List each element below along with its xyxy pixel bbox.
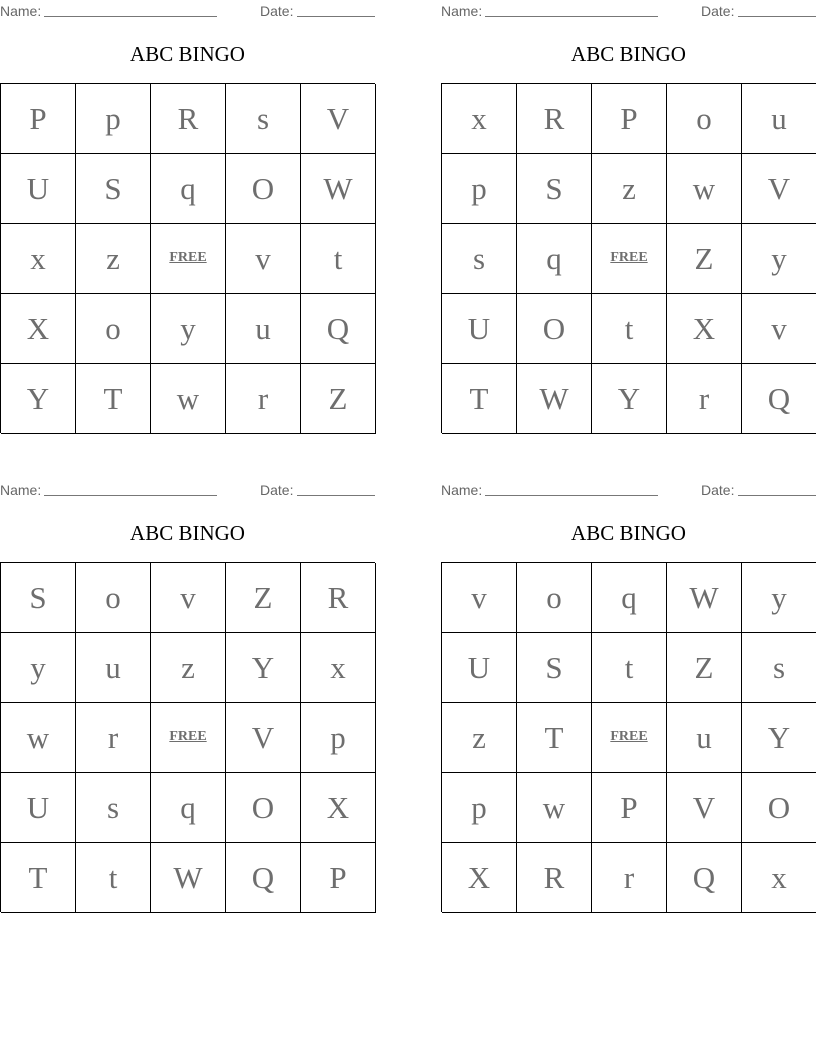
- bingo-grid: [441, 83, 816, 433]
- bingo-cell[interactable]: U: [1, 773, 76, 843]
- bingo-cell[interactable]: u: [226, 294, 301, 364]
- bingo-cell[interactable]: W: [151, 843, 226, 913]
- bingo-cell[interactable]: x: [1, 224, 76, 294]
- bingo-cell[interactable]: X: [442, 843, 517, 913]
- name-label: Name:: [441, 482, 483, 498]
- bingo-cell[interactable]: S: [517, 154, 592, 224]
- bingo-cell[interactable]: o: [76, 294, 151, 364]
- bingo-cell[interactable]: y: [742, 563, 816, 633]
- bingo-cell[interactable]: v: [742, 294, 816, 364]
- bingo-cell[interactable]: T: [517, 703, 592, 773]
- bingo-cell[interactable]: O: [226, 773, 301, 843]
- card-title: ABC BINGO: [571, 521, 686, 545]
- bingo-cell[interactable]: S: [517, 633, 592, 703]
- free-space-cell[interactable]: FREE: [592, 703, 667, 773]
- bingo-cell[interactable]: P: [1, 84, 76, 154]
- bingo-cell[interactable]: v: [442, 563, 517, 633]
- bingo-cell[interactable]: s: [226, 84, 301, 154]
- bingo-cell[interactable]: X: [667, 294, 742, 364]
- bingo-cell[interactable]: o: [517, 563, 592, 633]
- bingo-cell[interactable]: T: [1, 843, 76, 913]
- bingo-cell[interactable]: U: [442, 294, 517, 364]
- bingo-cell[interactable]: S: [76, 154, 151, 224]
- bingo-cell[interactable]: p: [76, 84, 151, 154]
- bingo-cell[interactable]: r: [592, 843, 667, 913]
- name-label: Name:: [0, 3, 42, 19]
- bingo-cell[interactable]: t: [301, 224, 376, 294]
- bingo-cell[interactable]: R: [301, 563, 376, 633]
- bingo-grid: [441, 562, 816, 912]
- bingo-cell[interactable]: Q: [226, 843, 301, 913]
- name-blank-line[interactable]: [485, 495, 658, 496]
- bingo-cell[interactable]: x: [742, 843, 816, 913]
- bingo-cell[interactable]: u: [742, 84, 816, 154]
- bingo-grid: [0, 562, 375, 912]
- bingo-cell[interactable]: w: [1, 703, 76, 773]
- bingo-cell[interactable]: r: [667, 364, 742, 434]
- free-space-cell[interactable]: FREE: [151, 224, 226, 294]
- bingo-cell[interactable]: u: [667, 703, 742, 773]
- bingo-cell[interactable]: Q: [742, 364, 816, 434]
- bingo-cell[interactable]: p: [442, 773, 517, 843]
- free-space-cell[interactable]: FREE: [151, 703, 226, 773]
- bingo-cell[interactable]: t: [592, 294, 667, 364]
- bingo-cell[interactable]: O: [742, 773, 816, 843]
- date-blank-line[interactable]: [738, 495, 816, 496]
- bingo-cell[interactable]: P: [592, 84, 667, 154]
- bingo-cell[interactable]: s: [76, 773, 151, 843]
- bingo-cell[interactable]: X: [301, 773, 376, 843]
- bingo-cell[interactable]: V: [226, 703, 301, 773]
- bingo-grid: [0, 83, 375, 433]
- name-blank-line[interactable]: [485, 16, 658, 17]
- bingo-cell[interactable]: X: [1, 294, 76, 364]
- bingo-cell[interactable]: w: [151, 364, 226, 434]
- bingo-cell[interactable]: Y: [1, 364, 76, 434]
- card-title: ABC BINGO: [130, 42, 245, 66]
- bingo-cell[interactable]: W: [517, 364, 592, 434]
- bingo-cell[interactable]: x: [301, 633, 376, 703]
- bingo-cell[interactable]: t: [76, 843, 151, 913]
- bingo-cell[interactable]: Y: [226, 633, 301, 703]
- bingo-cell[interactable]: z: [442, 703, 517, 773]
- date-label: Date:: [260, 3, 294, 19]
- bingo-card: [0, 0, 375, 432]
- card-title: ABC BINGO: [130, 521, 245, 545]
- bingo-cell[interactable]: r: [226, 364, 301, 434]
- bingo-cell[interactable]: y: [742, 224, 816, 294]
- bingo-card: [441, 479, 816, 911]
- bingo-cell[interactable]: r: [76, 703, 151, 773]
- bingo-cell[interactable]: Z: [667, 633, 742, 703]
- bingo-cell[interactable]: x: [442, 84, 517, 154]
- bingo-cell[interactable]: o: [667, 84, 742, 154]
- free-space-cell[interactable]: FREE: [592, 224, 667, 294]
- bingo-cell[interactable]: p: [301, 703, 376, 773]
- name-date-row: [0, 3, 375, 19]
- bingo-cell[interactable]: W: [667, 563, 742, 633]
- bingo-cell[interactable]: y: [1, 633, 76, 703]
- bingo-cell[interactable]: z: [76, 224, 151, 294]
- bingo-cell[interactable]: v: [151, 563, 226, 633]
- date-label: Date:: [260, 482, 294, 498]
- bingo-cell[interactable]: Q: [301, 294, 376, 364]
- bingo-cell[interactable]: q: [151, 154, 226, 224]
- bingo-cell[interactable]: q: [517, 224, 592, 294]
- bingo-cell[interactable]: Y: [592, 364, 667, 434]
- bingo-cell[interactable]: y: [151, 294, 226, 364]
- bingo-card: [0, 479, 375, 911]
- bingo-cell[interactable]: U: [442, 633, 517, 703]
- bingo-cell[interactable]: T: [76, 364, 151, 434]
- bingo-cell[interactable]: S: [1, 563, 76, 633]
- bingo-cell[interactable]: s: [742, 633, 816, 703]
- bingo-cell[interactable]: u: [76, 633, 151, 703]
- name-date-row: [441, 482, 816, 498]
- bingo-cell[interactable]: t: [592, 633, 667, 703]
- bingo-cell[interactable]: Q: [667, 843, 742, 913]
- bingo-cell[interactable]: Z: [301, 364, 376, 434]
- bingo-cell[interactable]: P: [592, 773, 667, 843]
- bingo-cell[interactable]: Z: [667, 224, 742, 294]
- bingo-cell[interactable]: R: [151, 84, 226, 154]
- date-label: Date:: [701, 482, 735, 498]
- bingo-cell[interactable]: v: [226, 224, 301, 294]
- bingo-card: [441, 0, 816, 432]
- bingo-cell[interactable]: V: [667, 773, 742, 843]
- bingo-cell[interactable]: R: [517, 843, 592, 913]
- date-label: Date:: [701, 3, 735, 19]
- date-blank-line[interactable]: [297, 495, 375, 496]
- bingo-cell[interactable]: O: [226, 154, 301, 224]
- bingo-cell[interactable]: V: [301, 84, 376, 154]
- bingo-cell[interactable]: w: [517, 773, 592, 843]
- bingo-cell[interactable]: W: [301, 154, 376, 224]
- date-blank-line[interactable]: [738, 16, 816, 17]
- bingo-cell[interactable]: p: [442, 154, 517, 224]
- bingo-cell[interactable]: T: [442, 364, 517, 434]
- bingo-cell[interactable]: Y: [742, 703, 816, 773]
- bingo-cell[interactable]: z: [151, 633, 226, 703]
- bingo-cell[interactable]: o: [76, 563, 151, 633]
- name-blank-line[interactable]: [44, 495, 217, 496]
- bingo-cell[interactable]: z: [592, 154, 667, 224]
- bingo-cell[interactable]: q: [151, 773, 226, 843]
- bingo-cell[interactable]: s: [442, 224, 517, 294]
- bingo-cell[interactable]: P: [301, 843, 376, 913]
- bingo-cell[interactable]: U: [1, 154, 76, 224]
- name-blank-line[interactable]: [44, 16, 217, 17]
- bingo-cell[interactable]: q: [592, 563, 667, 633]
- bingo-cell[interactable]: O: [517, 294, 592, 364]
- bingo-cell[interactable]: w: [667, 154, 742, 224]
- date-blank-line[interactable]: [297, 16, 375, 17]
- card-title: ABC BINGO: [571, 42, 686, 66]
- name-label: Name:: [0, 482, 42, 498]
- bingo-cell[interactable]: V: [742, 154, 816, 224]
- bingo-cell[interactable]: R: [517, 84, 592, 154]
- bingo-cell[interactable]: Z: [226, 563, 301, 633]
- name-date-row: [0, 482, 375, 498]
- name-label: Name:: [441, 3, 483, 19]
- name-date-row: [441, 3, 816, 19]
